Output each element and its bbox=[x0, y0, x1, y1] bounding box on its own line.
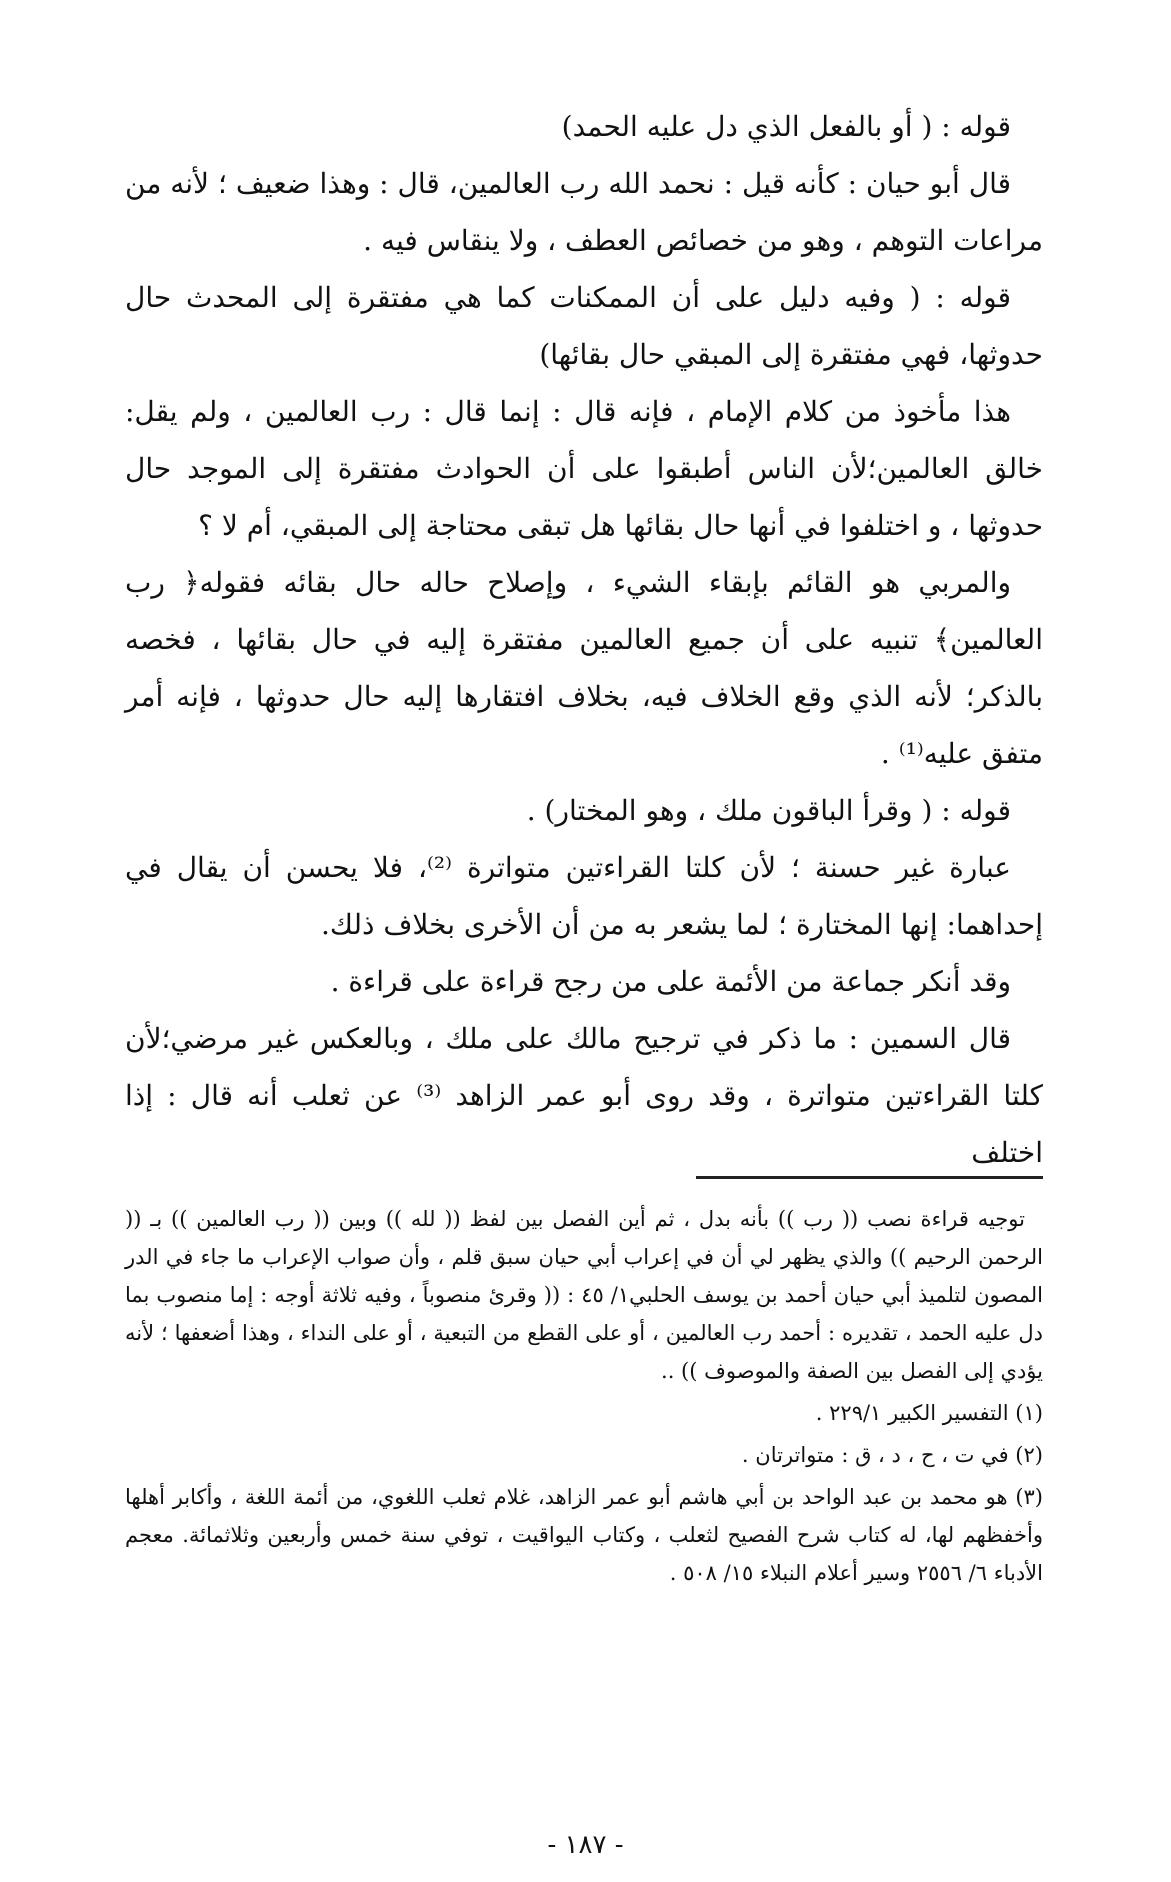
footnote-1: (١) التفسير الكبير ٢٢٩/١ . bbox=[815, 1401, 1043, 1425]
footnote-2: (٢) في ت ، ح ، د ، ق : متواترتان . bbox=[741, 1443, 1043, 1467]
paragraph: هذا مأخوذ من كلام الإمام ، فإنه قال : إنما قال : رب العالمين ، ولم يقل: خالق العالمين؛لأن الناس أطبقوا على أن الحوادث مفتقرة إلى الموجد حال حدوثها ، و اختلفوا في أنها حال بقائها هل تبقى محتاجة إلى المبقي، أم لا ؟ bbox=[125, 395, 1043, 542]
paragraph: وقد أنكر جماعة من الأئمة على من رجح قراءة على قراءة . bbox=[330, 965, 1011, 998]
main-text bbox=[125, 98, 1043, 1181]
paragraph: قوله : ( أو بالفعل الذي دل عليه الحمد) bbox=[561, 110, 1011, 143]
paragraph: قال أبو حيان : كأنه قيل : نحمد الله رب العالمين، قال : وهذا ضعيف ؛ لأنه من مراعات التوهم ، وهو من خصائص العطف ، ولا ينقاس فيه . bbox=[125, 167, 1043, 257]
paragraph: عبارة غير حسنة ؛ لأن كلتا القراءتين متواترة ⁽²⁾، فلا يحسن أن يقال في إحداهما: إنها المختارة ؛ لما يشعر به من أن الأخرى بخلاف ذلك. bbox=[125, 851, 1043, 941]
paragraph: قال السمين : ما ذكر في ترجيح مالك على ملك ، وبالعكس غير مرضي؛لأن كلتا القراءتين متواترة ، وقد روى أبو عمر الزاهد ⁽³⁾ عن ثعلب أنه قال : إذا اختلف bbox=[125, 1022, 1043, 1169]
paragraph: قوله : ( وفيه دليل على أن الممكنات كما هي مفتقرة إلى المحدث حال حدوثها، فهي مفتقرة إلى المبقي حال بقائها) bbox=[125, 281, 1043, 371]
footnote-divider bbox=[696, 1176, 1043, 1179]
paragraph: قوله : ( وقرأ الباقون ملك ، وهو المختار) . bbox=[526, 794, 1011, 827]
footnote-3: (٣) هو محمد بن عبد الواحد بن أبي هاشم أبو عمر الزاهد، غلام ثعلب اللغوي، من أئمة اللغة ، وأكابر أهلها وأخفظهم لها، له كتاب شرح الفصيح لثعلب ، وكتاب اليواقيت ، توفي سنة خمس وأربعين وثلاثمائة. معجم الأدباء ٦/ ٢٥٥٦ وسير أعلام النبلاء ١٥/ ٥٠٨ . bbox=[125, 1485, 1043, 1585]
paragraph: والمربي هو القائم بإبقاء الشيء ، وإصلاح حاله حال بقائه فقوله﴿ رب العالمين﴾ تنبيه على أن جميع العالمين مفتقرة إليه في حال بقائها ، فخصه بالذكر؛ لأنه الذي وقع الخلاف فيه، بخلاف افتقارها إليه حال حدوثها ، فإنه أمر متفق عليه⁽¹⁾ . bbox=[125, 566, 1043, 770]
page-number: - ١٨٧ - bbox=[547, 1830, 624, 1860]
footnote-continuation: توجيه قراءة نصب (( رب )) بأنه بدل ، ثم أين الفصل بين لفظ (( لله )) وبين (( رب العالمين )) بـ (( الرحمن الرحيم )) والذي يظهر لي أن في إعراب أبي حيان سبق قلم ، وأن صواب الإعراب ما جاء في الدر المصون لتلميذ أبي حيان أحمد بن يوسف الحلبي١/ ٤٥ : (( وقرئ منصوباً ، وفيه ثلاثة أوجه : إما منصوب بما دل عليه الحمد ، تقديره : أحمد رب العالمين ، أو على القطع من التبعية ، أو على النداء ، وهذا أضعفها ؛ لأنه يؤدي إلى الفصل بين الصفة والموصوف )) .. bbox=[125, 1207, 1043, 1383]
footnotes bbox=[125, 1200, 1043, 1592]
